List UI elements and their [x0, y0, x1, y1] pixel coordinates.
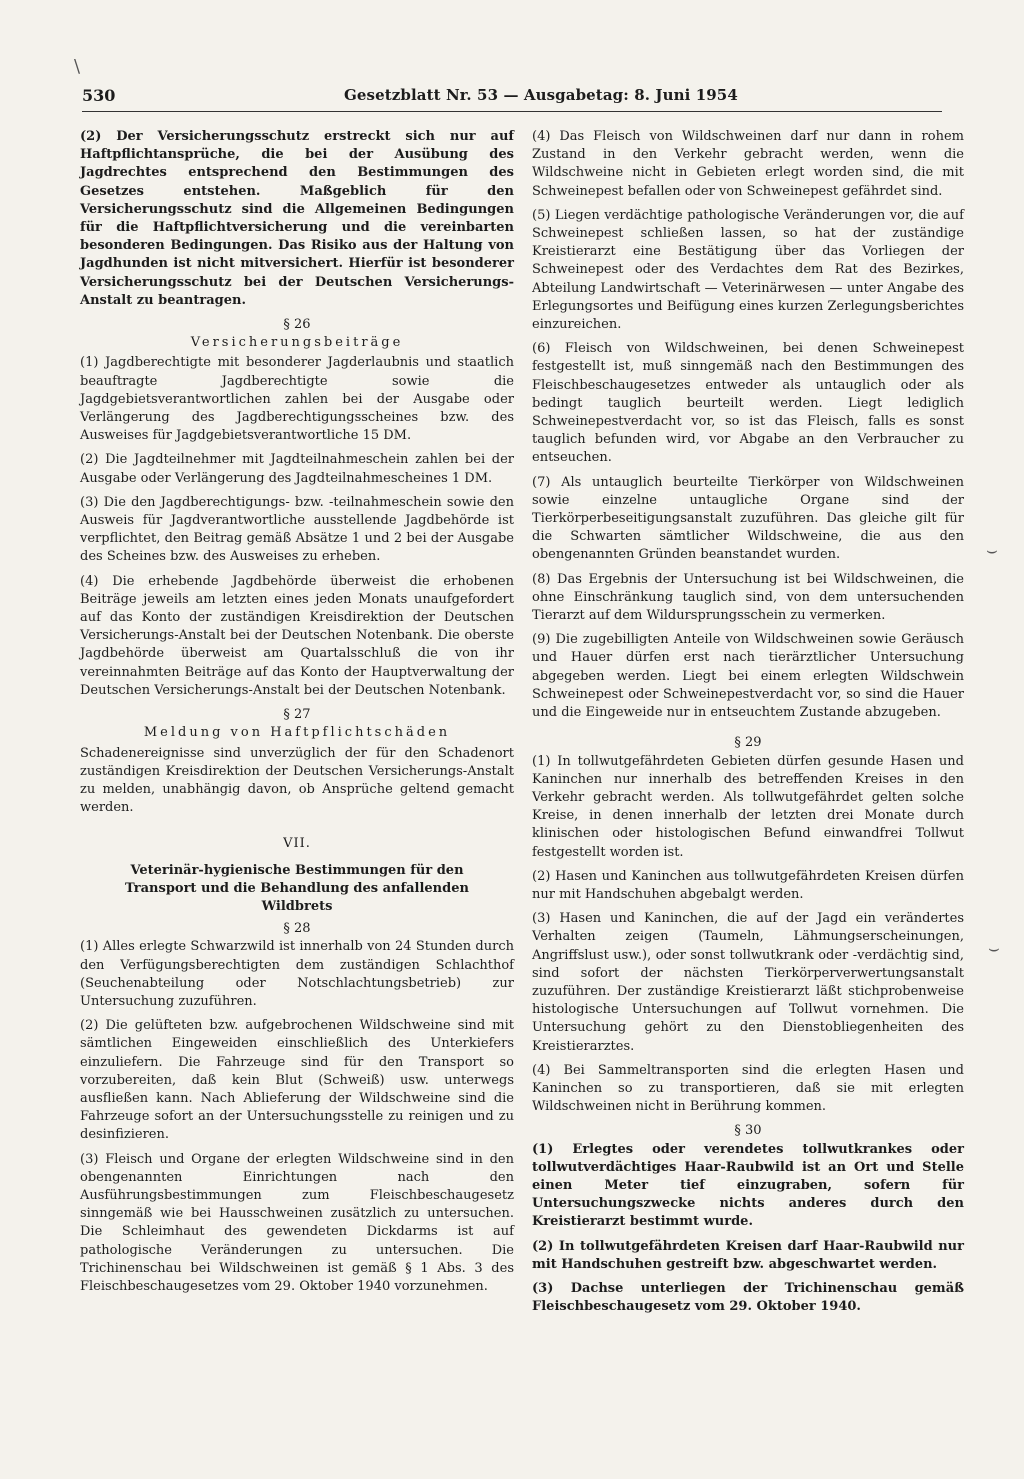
section-number: § 30 [734, 1123, 762, 1139]
section-title: Versicherungsbeiträge [190, 335, 404, 351]
paragraph: (4) Das Fleisch von Wildschweinen darf nur dann in rohem Zustand in den Verkehr gebracht werden, wenn die Wildschweine nicht in Gebieten erlegt worden sind, die mit Schweinepest befallen oder von Schweinepest gefährdet sind. [532, 129, 964, 199]
paragraph: (7) Als untauglich beurteilte Tierkörper von Wildschweinen sowie einzelne untaugliche Organe sind der Tierkörperbeseitigungsanstalt zuzuführen. Das gleiche gilt für die Schwarten sämtlicher Wildschweine, die aus den obengenannten Gründen beanstandet wurden. [532, 474, 964, 563]
header-rule [82, 111, 942, 112]
paragraph: (3) Hasen und Kaninchen, die auf der Jagd ein verändertes Verhalten zeigen (Taumeln, Lähmungserscheinungen, Angriffslust usw.), oder sonst tollwutkrank oder -verdächtig sind, sind sofort der nächsten Tierkörperverwertungsanstalt zuzuführen. Der zuständige Kreistierarzt läßt stichprobenweise histologische Untersuchungen auf Tollwut vornehmen. Die Untersuchung gehört zu den Dienstobliegenheiten des Kreistierarztes. [532, 911, 964, 1054]
section-number: § 26 [283, 317, 311, 333]
chapter-number: VII. [283, 836, 311, 852]
paragraph: (8) Das Ergebnis der Untersuchung ist bei Wildschweinen, die ohne Einschränkung tauglich sind, von dem untersuchenden Tierarzt auf dem Wildursprungsschein zu vermerken. [532, 571, 964, 624]
scan-mark: \ [74, 56, 81, 77]
paragraph: (9) Die zugebilligten Anteile von Wildschweinen sowie Geräusch und Hauer dürfen erst nach tierärztlicher Untersuchung abgegeben werden. Liegt bei einem erlegten Wildschwein Schweinepest oder Schweinepestverdacht vor, so sind die Hauer und die Eingeweide nur in entseuchtem Zustande abzugeben. [532, 632, 964, 721]
paragraph: (2) Der Versicherungsschutz erstreckt sich nur auf Haftpflichtansprüche, die bei der Ausübung des Jagdrechtes entsprechend den Bestimmungen des Gesetzes entstehen. Maßgeblich für den Versicherungsschutz sind die Allgemeinen Bedingungen für die Haftpflichtversicherung und die vereinbarten besonderen Bedingungen. Das Risiko aus der Haltung von Jagdhunden ist nicht mitversichert. Hierfür ist besonderer Versicherungsschutz bei der Deutschen Versicherungs-Anstalt zu beantragen. [80, 129, 514, 308]
margin-mark: ⌣ [988, 938, 1000, 959]
paragraph: (2) Die gelüfteten bzw. aufgebrochenen Wildschweine sind mit sämtlichen Eingeweiden einschließlich des Unterkiefers einzuliefern. Die Fahrzeuge sind für den Transport so vorzubereiten, daß kein Blut (Schweiß) usw. unterwegs ausfließen kann. Nach Ablieferung der Wildschweine sind die Fahrzeuge sofort an der Untersuchungsstelle zu reinigen und zu desinfizieren. [80, 1018, 514, 1143]
paragraph: (5) Liegen verdächtige pathologische Veränderungen vor, die auf Schweinepest schließen lassen, so hat der zuständige Kreistierarzt eine Bestätigung über das Vorliegen der Schweinepest oder des Verdachtes dem Rat des Bezirkes, Abteilung Landwirtschaft — Veterinärwesen — unter Angabe des Erlegungsortes und Beifügung eines kurzen Zerlegungsberichtes einzureichen. [532, 207, 964, 333]
section-number: § 29 [734, 735, 762, 751]
right-column [532, 128, 964, 1322]
section-title: Meldung von Haftpflichtschäden [143, 725, 451, 741]
margin-mark: ⌣ [986, 540, 998, 561]
paragraph: (2) Die Jagdteilnehmer mit Jagdteilnahmeschein zahlen bei der Ausgabe oder Verlängerung des Jagdteilnahmescheines 1 DM. [80, 452, 514, 486]
page-number: 530 [82, 86, 116, 105]
paragraph: (1) Erlegtes oder verendetes tollwutkrankes oder tollwutverdächtiges Haar-Raubwild ist an Ort und Stelle einen Meter tief einzugraben, sofern für Untersuchungszwecke nichts anderes durch den Kreistierarzt bestimmt wurde. [532, 1141, 964, 1230]
left-column [80, 128, 514, 1302]
paragraph: (1) In tollwutgefährdeten Gebieten dürfen gesunde Hasen und Kaninchen nur innerhalb des betreffenden Kreises in den Verkehr gebracht werden. Als tollwutgefährdet gelten solche Kreise, in denen innerhalb der letzten drei Monate durch klinischen oder histologischen Befund einwandfrei Tollwut festgestellt worden ist. [532, 753, 964, 860]
paragraph: (4) Bei Sammeltransporten sind die erlegten Hasen und Kaninchen so zu transportieren, daß sie mit erlegten Wildschweinen nicht in Berührung kommen. [532, 1062, 964, 1115]
paragraph: (1) Alles erlegte Schwarzwild ist innerhalb von 24 Stunden durch den Verfügungsberechtigten dem zuständigen Schlachthof (Seuchenabteilung oder Notschlachtungsbetrieb) zur Untersuchung zuzuführen. [80, 939, 514, 1009]
section-number: § 28 [283, 921, 311, 937]
paragraph: (1) Jagdberechtigte mit besonderer Jagderlaubnis und staatlich beauftragte Jagdberechtigte sowie die Jagdgebietsverantwortlichen zahlen bei der Ausgabe oder Verlängerung des Jagdberechtigungsscheines bzw. des Ausweises für Jagdgebietsverantwortliche 15 DM. [80, 355, 514, 444]
paragraph: (3) Fleisch und Organe der erlegten Wildschweine sind in den obengenannten Einrichtungen nach den Ausführungsbestimmungen zum Fleischbeschaugesetz sinngemäß wie bei Hausschweinen zusätzlich zu untersuchen. Die Schleimhaut des gewendeten Dickdarms ist auf pathologische Veränderungen zu untersuchen. Die Trichinenschau bei Wildschweinen ist gemäß § 1 Abs. 3 des Fleischbeschaugesetzes vom 29. Oktober 1940 vorzunehmen. [80, 1151, 514, 1294]
paragraph: (2) In tollwutgefährdeten Kreisen darf Haar-Raubwild nur mit Handschuhen gestreift bzw. abgeschwartet werden. [532, 1238, 964, 1272]
paragraph: (3) Dachse unterliegen der Trichinenschau gemäß Fleischbeschaugesetz vom 29. Oktober 1940. [532, 1280, 964, 1315]
chapter-title: Veterinär-hygienische Bestimmungen für den Transport und die Behandlung des anfallenden Wildbrets [125, 862, 469, 914]
section-number: § 27 [283, 707, 311, 723]
paragraph: (4) Die erhebende Jagdbehörde überweist die erhobenen Beiträge jeweils am letzten eines jeden Monats unaufgefordert auf das Konto der zuständigen Kreisdirektion der Deutschen Versicherungs-Anstalt bei der Deutschen Notenbank. Die oberste Jagdbehörde überweist am Quartalsschluß die von ihr vereinnahmten Beiträge auf das Konto der Hauptverwaltung der Deutschen Versicherungs-Anstalt bei der Deutschen Notenbank. [80, 573, 514, 698]
paragraph: Schadenereignisse sind unverzüglich der für den Schadenort zuständigen Kreisdirektion der Deutschen Versicherungs-Anstalt zu melden, unabhängig davon, ob Ansprüche geltend gemacht werden. [80, 745, 514, 816]
paragraph: (2) Hasen und Kaninchen aus tollwutgefährdeten Kreisen dürfen nur mit Handschuhen abgebalgt werden. [532, 868, 964, 902]
paragraph: (6) Fleisch von Wildschweinen, bei denen Schweinepest festgestellt ist, muß sinngemäß nach den Bestimmungen des Fleischbeschaugesetzes entweder als untauglich oder als bedingt tauglich beurteilt werden. Liegt lediglich Schweinepestverdacht vor, so ist das Fleisch, falls es sonst tauglich befunden wird, vor Abgabe an den Verbraucher zu entseuchen. [532, 341, 964, 466]
page-title: Gesetzblatt Nr. 53 — Ausgabetag: 8. Juni 1954 [344, 86, 738, 104]
paragraph: (3) Die den Jagdberechtigungs- bzw. -teilnahmeschein sowie den Ausweis für Jagdverantwortliche ausstellende Jagdbehörde ist verpflichtet, den Beitrag gemäß Absätze 1 und 2 bei der Ausgabe des Scheines bzw. des Ausweises zu erheben. [80, 494, 514, 565]
